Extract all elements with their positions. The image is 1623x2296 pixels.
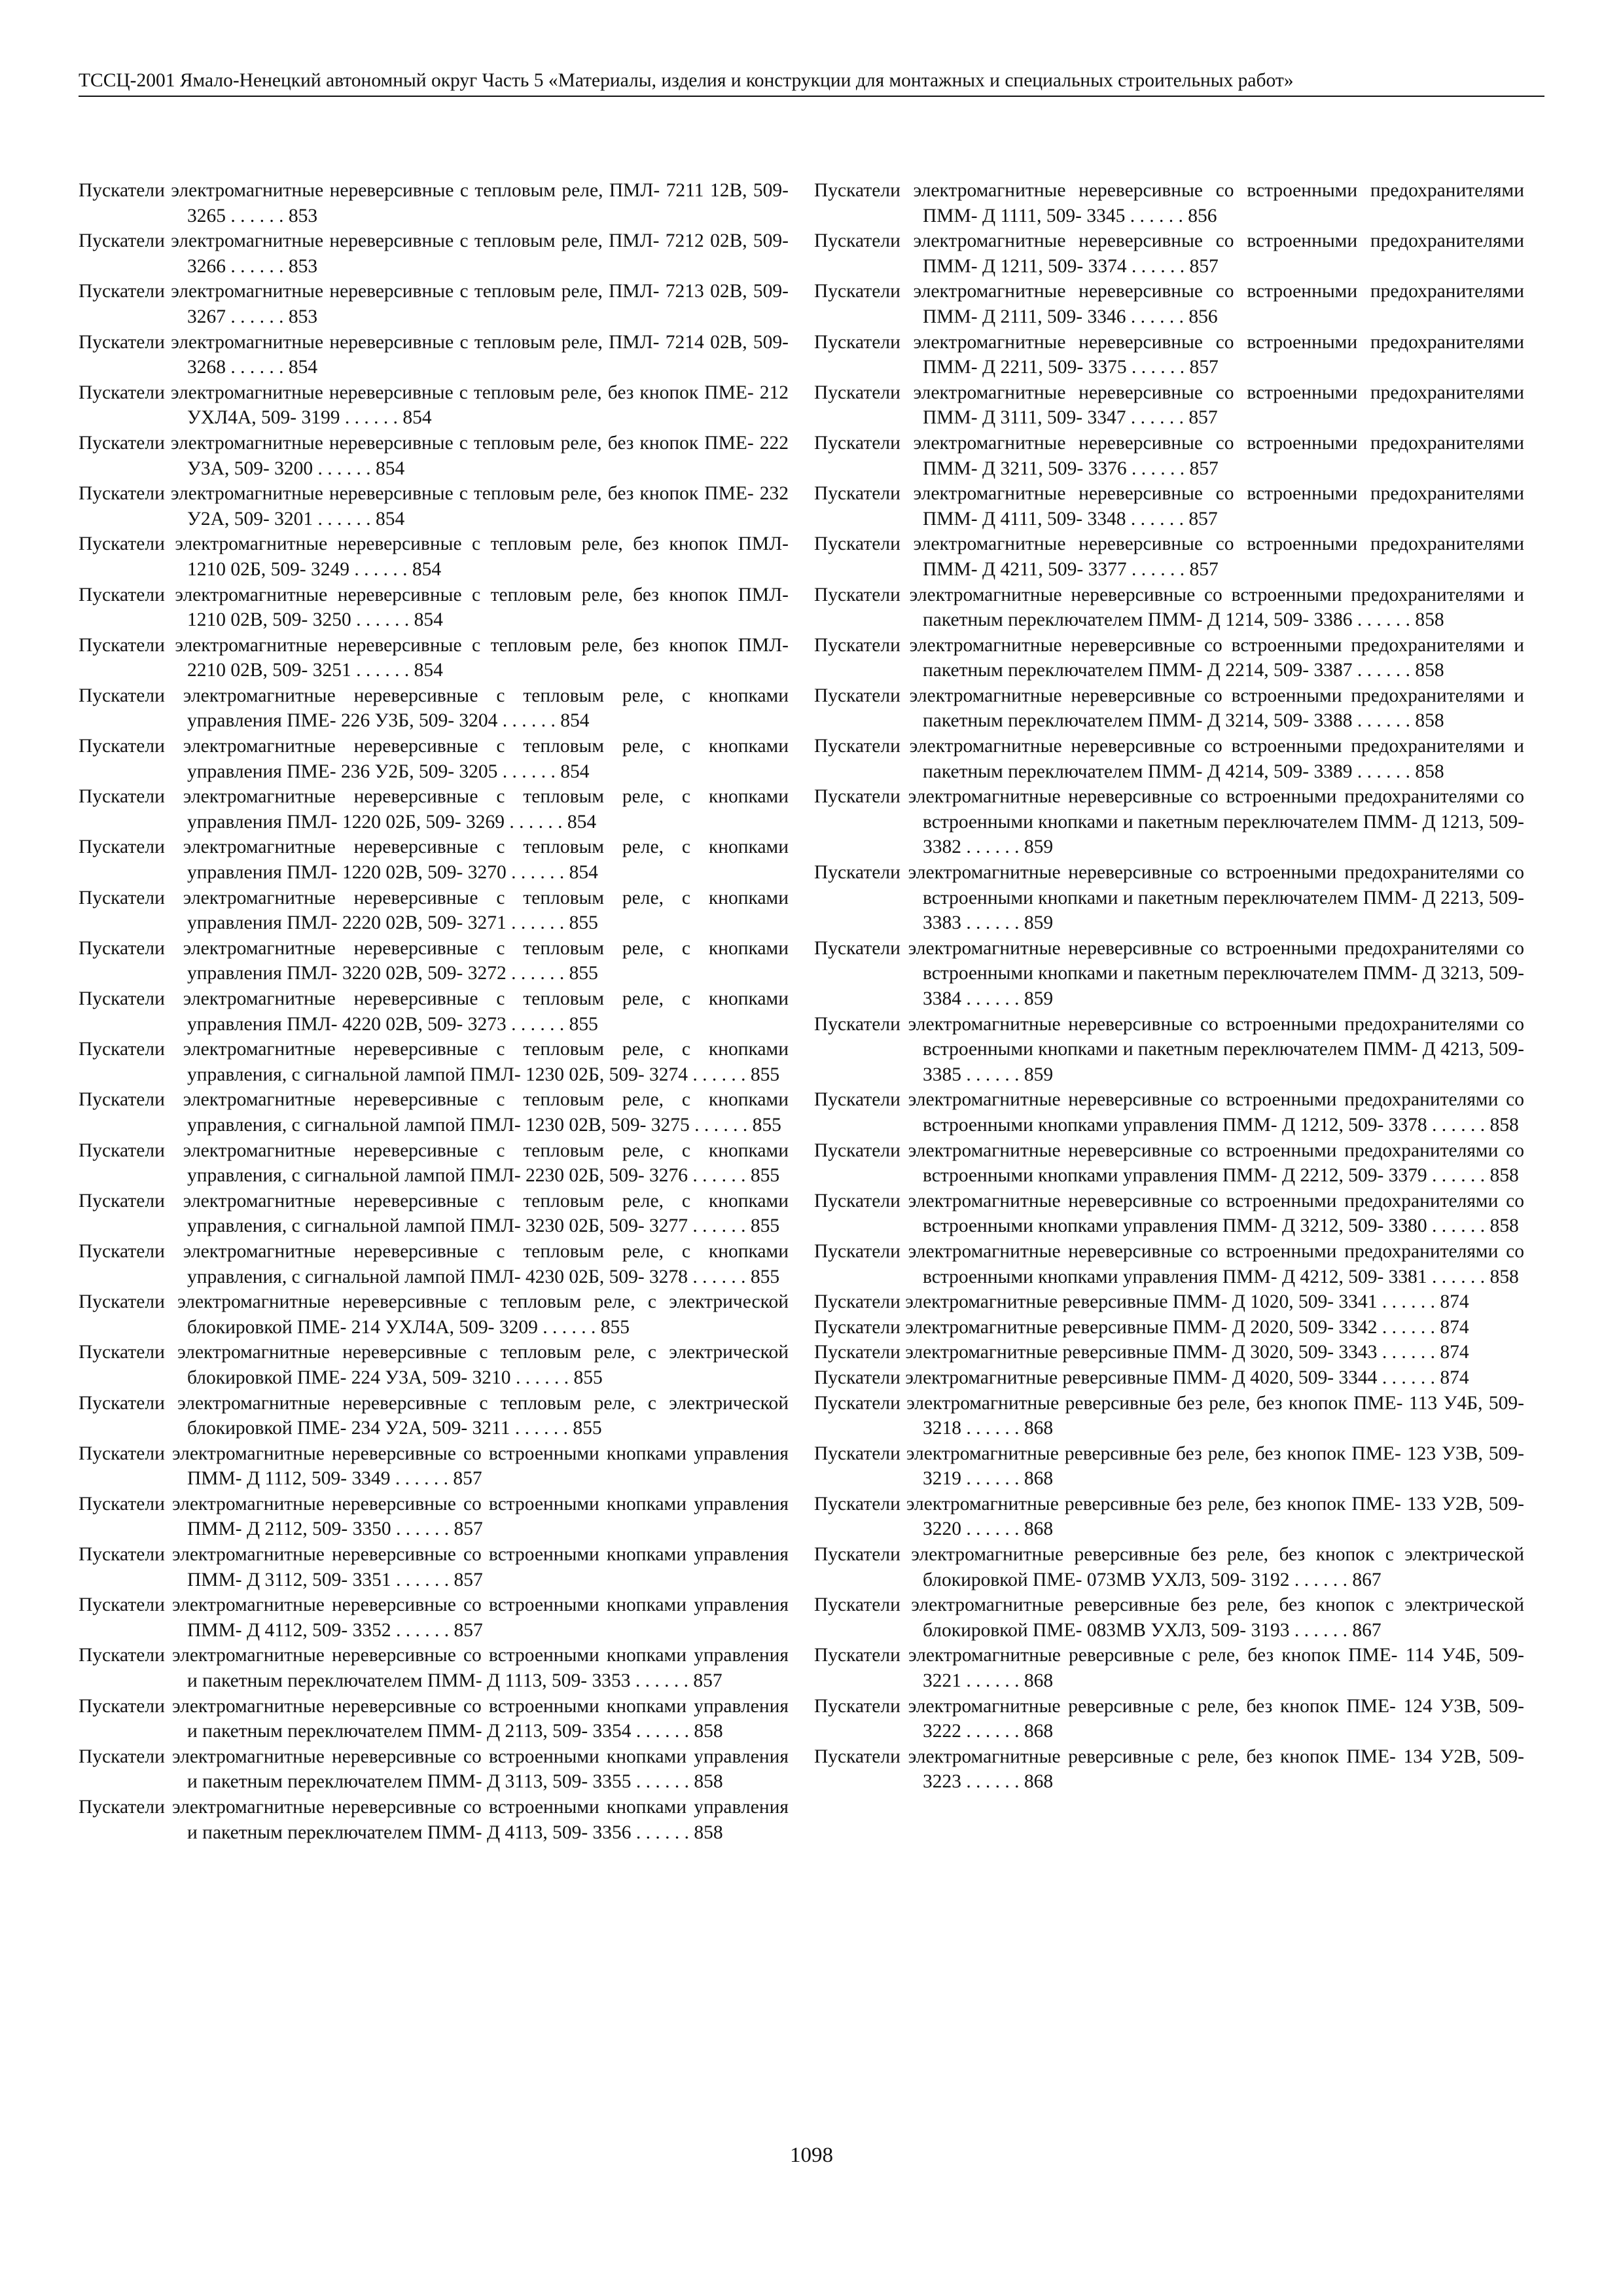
index-entry-text: Пускатели электромагнитные нереверсивные с тепловым реле, ПМЛ- 7214 02В, 509- 3268: [79, 331, 789, 378]
leader-dots: . . . . . .: [630, 1670, 694, 1692]
index-entry: [79, 834, 789, 885]
index-entry: [814, 228, 1524, 279]
index-entry: [814, 1542, 1524, 1592]
index-entry-page: 868: [1024, 1468, 1054, 1490]
index-entry-text: Пускатели электромагнитные нереверсивные с тепловым реле, с кнопками управления, с сигнальной лампой ПМЛ- 1230 02В, 509- 3275: [79, 1089, 789, 1136]
index-entry-page: 855: [600, 1316, 630, 1338]
leader-dots: . . . . . .: [1126, 457, 1190, 479]
index-entry-text: Пускатели электромагнитные нереверсивные со встроенными кнопками управления и пакетным переключателем ПММ- Д 4113, 509- 3356: [79, 1797, 789, 1843]
index-entry-page: 855: [750, 1215, 780, 1237]
index-entry-page: 857: [1189, 558, 1219, 580]
index-entry: [79, 1492, 789, 1542]
index-column-left: [79, 178, 789, 1845]
index-entry-page: 874: [1440, 1367, 1469, 1388]
index-entry-page: 855: [573, 1367, 603, 1388]
index-entry: [814, 481, 1524, 531]
index-entry: [79, 481, 789, 531]
index-entry-text: Пускатели электромагнитные нереверсивные со встроенными кнопками управления и пакетным переключателем ПММ- Д 3113, 509- 3355: [79, 1746, 789, 1793]
leader-dots: . . . . . .: [1126, 558, 1190, 580]
leader-dots: . . . . . .: [506, 912, 569, 934]
index-entry: [79, 683, 789, 734]
leader-dots: . . . . . .: [961, 1418, 1024, 1439]
index-entry-page: 874: [1440, 1291, 1469, 1313]
index-entry: [79, 1037, 789, 1087]
index-entry-text: Пускатели электромагнитные нереверсивные с тепловым реле, с кнопками управления ПМЛ- 3220 02В, 509- 3272: [79, 937, 789, 984]
index-entry: [814, 1315, 1524, 1340]
index-entry-text: Пускатели электромагнитные нереверсивные с тепловым реле, с кнопками управления, с сигнальной лампой ПМЛ- 3230 02Б, 509- 3277: [79, 1190, 789, 1237]
leader-dots: . . . . . .: [961, 988, 1024, 1009]
index-entry-page: 857: [454, 1569, 483, 1590]
index-entry-text: Пускатели электромагнитные реверсивные без реле, без кнопок ПМЕ- 123 У3В, 509- 3219: [814, 1443, 1524, 1490]
index-entry-page: 857: [1189, 457, 1219, 479]
index-entry: [814, 1239, 1524, 1289]
index-entry-page: 858: [1415, 660, 1444, 681]
leader-dots: . . . . . .: [1352, 710, 1416, 732]
index-entry-text: Пускатели электромагнитные нереверсивные со встроенными предохранителями и пакетным переключателем ПММ- Д 2214, 509- 3387: [814, 634, 1524, 681]
index-entry-page: 868: [1024, 1721, 1054, 1742]
index-entry: [814, 1087, 1524, 1138]
index-entry: [79, 1795, 789, 1845]
index-entry-page: 856: [1188, 205, 1217, 226]
leader-dots: . . . . . .: [1289, 1569, 1353, 1590]
index-entry-text: Пускатели электромагнитные реверсивные с реле, без кнопок ПМЕ- 134 У2В, 509- 3223: [814, 1746, 1524, 1793]
index-column-right: [814, 178, 1524, 1795]
index-entry-text: Пускатели электромагнитные нереверсивные со встроенными предохранителями ПММ- Д 2211, 509- 3375: [814, 331, 1524, 378]
leader-dots: . . . . . .: [961, 1771, 1024, 1793]
index-entry-text: Пускатели электромагнитные нереверсивные с тепловым реле, ПМЛ- 7213 02В, 509- 3267: [79, 281, 789, 327]
index-entry-text: Пускатели электромагнитные нереверсивные с тепловым реле, без кнопок ПМЛ- 1210 02В, 509- 3250: [79, 584, 789, 631]
leader-dots: . . . . . .: [961, 1721, 1024, 1742]
index-entry-page: 855: [569, 963, 598, 984]
index-entry-text: Пускатели электромагнитные нереверсивные со встроенными предохранителями со встроенными кнопками и пакетным переключателем ПММ- Д 4213, 509- 3385: [814, 1013, 1525, 1085]
index-entry-text: Пускатели электромагнитные нереверсивные с тепловым реле, с кнопками управления ПМЛ- 2220 02В, 509- 3271: [79, 887, 789, 934]
index-entry-text: Пускатели электромагнитные нереверсивные со встроенными предохранителями со встроенными кнопками управления ПММ- Д 1212, 509- 3378: [814, 1089, 1524, 1136]
index-entry-text: Пускатели электромагнитные нереверсивные со встроенными кнопками управления ПММ- Д 2112, 509- 3350: [79, 1493, 789, 1540]
index-entry: [814, 734, 1524, 784]
leader-dots: . . . . . .: [689, 1114, 753, 1136]
index-entry-text: Пускатели электромагнитные реверсивные без реле, без кнопок ПМЕ- 113 У4Б, 509- 3218: [814, 1392, 1524, 1439]
index-entry: [79, 1441, 789, 1492]
index-entry-text: Пускатели электромагнитные нереверсивные с тепловым реле, без кнопок ПМЛ- 2210 02В, 509- 3251: [79, 634, 789, 681]
leader-dots: . . . . . .: [1377, 1316, 1440, 1338]
index-entry-text: Пускатели электромагнитные нереверсивные с тепловым реле, ПМЛ- 7211 12В, 509- 3265: [79, 180, 789, 226]
leader-dots: . . . . . .: [313, 508, 376, 529]
index-entry-page: 874: [1440, 1342, 1469, 1363]
index-entry: [79, 583, 789, 633]
leader-dots: . . . . . .: [391, 1569, 454, 1590]
index-entry: [79, 330, 789, 380]
index-entry-page: 859: [1024, 1064, 1054, 1085]
leader-dots: . . . . . .: [1377, 1291, 1440, 1313]
leader-dots: . . . . . .: [961, 1518, 1024, 1540]
leader-dots: . . . . . .: [1352, 761, 1416, 782]
index-entry-text: Пускатели электромагнитные реверсивные ПММ- Д 1020, 509- 3341: [814, 1291, 1378, 1313]
leader-dots: . . . . . .: [1427, 1266, 1490, 1287]
index-entry-text: Пускатели электромагнитные реверсивные ПММ- Д 4020, 509- 3344: [814, 1367, 1378, 1388]
index-entry: [814, 1012, 1524, 1088]
index-entry-text: Пускатели электромагнитные реверсивные ПММ- Д 2020, 509- 3342: [814, 1316, 1378, 1338]
index-entry-page: 857: [454, 1619, 483, 1641]
index-entry-page: 857: [693, 1670, 722, 1692]
index-entry-text: Пускатели электромагнитные реверсивные без реле, без кнопок с электрической блокировкой ПМЕ- 083МВ УХЛ3, 509- 3193: [814, 1594, 1524, 1641]
index-entry: [814, 1289, 1524, 1315]
index-entry-text: Пускатели электромагнитные нереверсивные со встроенными предохранителями и пакетным переключателем ПММ- Д 1214, 509- 3386: [814, 584, 1524, 631]
index-entry: [79, 1643, 789, 1693]
leader-dots: . . . . . .: [226, 255, 289, 277]
leader-dots: . . . . . .: [226, 205, 289, 226]
index-entry-page: 854: [414, 660, 443, 681]
index-entry: [814, 178, 1524, 228]
leader-dots: . . . . . .: [1427, 1165, 1490, 1187]
index-entry: [79, 633, 789, 683]
index-entry: [814, 1694, 1524, 1744]
leader-dots: . . . . . .: [1352, 660, 1416, 681]
index-entry-text: Пускатели электромагнитные нереверсивные с тепловым реле, без кнопок ПМЕ- 232 У2А, 509- 3201: [79, 483, 789, 529]
index-entry-page: 854: [567, 811, 597, 833]
index-entry-page: 855: [750, 1064, 780, 1085]
index-entry: [79, 228, 789, 279]
leader-dots: . . . . . .: [1289, 1619, 1353, 1641]
index-entry: [814, 583, 1524, 633]
index-entry: [814, 1138, 1524, 1189]
index-entry: [79, 1239, 789, 1289]
index-entry-page: 854: [569, 862, 598, 884]
leader-dots: . . . . . .: [961, 1064, 1024, 1085]
index-entry: [814, 380, 1524, 431]
leader-dots: . . . . . .: [510, 1367, 574, 1388]
index-entry-text: Пускатели электромагнитные нереверсивные со встроенными предохранителями и пакетным переключателем ПММ- Д 3214, 509- 3388: [814, 685, 1524, 732]
index-entry: [814, 531, 1524, 582]
leader-dots: . . . . . .: [688, 1266, 751, 1287]
index-entry-text: Пускатели электромагнитные нереверсивные со встроенными предохранителями со встроенными кнопками управления ПММ- Д 4212, 509- 3381: [814, 1240, 1524, 1287]
leader-dots: . . . . . .: [391, 1619, 454, 1641]
index-entry: [79, 936, 789, 986]
index-entry-text: Пускатели электромагнитные нереверсивные со встроенными предохранителями ПММ- Д 1211, 509- 3374: [814, 230, 1524, 277]
index-entry: [79, 380, 789, 431]
page-header: [79, 68, 1544, 97]
index-entry-page: 855: [750, 1266, 780, 1287]
leader-dots: . . . . . .: [631, 1821, 694, 1843]
index-entry-text: Пускатели электромагнитные нереверсивные с тепловым реле, без кнопок ПМЛ- 1210 02Б, 509- 3249: [79, 533, 789, 580]
index-entry-text: Пускатели электромагнитные нереверсивные со встроенными предохранителями ПММ- Д 1111, 509- 3345: [814, 180, 1524, 226]
leader-dots: . . . . . .: [961, 1468, 1024, 1490]
index-entry-text: Пускатели электромагнитные нереверсивные со встроенными предохранителями со встроенными кнопками и пакетным переключателем ПММ- Д 3213, 509- 3384: [814, 937, 1525, 1009]
leader-dots: . . . . . .: [688, 1064, 751, 1085]
index-entry: [79, 1289, 789, 1340]
index-entry: [79, 1138, 789, 1189]
index-entry-text: Пускатели электромагнитные нереверсивные с тепловым реле, с кнопками управления ПМЛ- 4220 02В, 509- 3273: [79, 988, 789, 1035]
leader-dots: . . . . . .: [497, 761, 561, 782]
index-entry-text: Пускатели электромагнитные реверсивные без реле, без кнопок ПМЕ- 133 У2В, 509- 3220: [814, 1493, 1524, 1540]
index-entry-text: Пускатели электромагнитные нереверсивные со встроенными предохранителями ПММ- Д 3111, 509- 3347: [814, 382, 1524, 429]
index-entry-page: 858: [1415, 609, 1444, 631]
index-entry: [814, 330, 1524, 380]
index-entry: [79, 1542, 789, 1592]
index-entry-page: 867: [1352, 1619, 1382, 1641]
leader-dots: . . . . . .: [1377, 1367, 1440, 1388]
index-entry-page: 868: [1024, 1518, 1054, 1540]
index-entry: [79, 1189, 789, 1239]
index-entry-page: 859: [1024, 988, 1054, 1009]
index-entry-text: Пускатели электромагнитные реверсивные с реле, без кнопок ПМЕ- 124 У3В, 509- 3222: [814, 1695, 1524, 1742]
leader-dots: . . . . . .: [961, 836, 1024, 858]
leader-dots: . . . . . .: [1126, 306, 1189, 327]
page-number: 1098: [790, 2144, 833, 2167]
leader-dots: . . . . . .: [961, 1670, 1024, 1692]
index-entry-page: 854: [412, 558, 442, 580]
leader-dots: . . . . . .: [631, 1771, 694, 1793]
index-entry-text: Пускатели электромагнитные нереверсивные со встроенными предохранителями ПММ- Д 4211, 509- 3377: [814, 533, 1524, 580]
leader-dots: . . . . . .: [497, 710, 561, 732]
index-entry-text: Пускатели электромагнитные нереверсивные со встроенными кнопками управления ПММ- Д 4112, 509- 3352: [79, 1594, 789, 1641]
index-entry: [79, 1694, 789, 1744]
leader-dots: . . . . . .: [1126, 255, 1190, 277]
index-entry-text: Пускатели электромагнитные нереверсивные с тепловым реле, с кнопками управления, с сигнальной лампой ПМЛ- 2230 02Б, 509- 3276: [79, 1139, 789, 1187]
index-entry-page: 854: [560, 761, 590, 782]
index-entry: [79, 1592, 789, 1643]
index-entry: [814, 1492, 1524, 1542]
index-entry: [814, 1643, 1524, 1693]
index-entry: [79, 1340, 789, 1390]
index-entry-page: 859: [1024, 836, 1054, 858]
index-entry-page: 853: [288, 205, 318, 226]
leader-dots: . . . . . .: [1427, 1114, 1490, 1136]
index-entry-page: 857: [1188, 407, 1218, 429]
index-entry-page: 857: [1189, 255, 1219, 277]
index-entry-text: Пускатели электромагнитные реверсивные без реле, без кнопок с электрической блокировкой ПМЕ- 073МВ УХЛ3, 509- 3192: [814, 1544, 1524, 1590]
index-entry: [814, 860, 1524, 936]
index-entry: [79, 1087, 789, 1138]
leader-dots: . . . . . .: [1352, 609, 1416, 631]
index-entry-page: 868: [1024, 1418, 1054, 1439]
index-entry: [79, 279, 789, 329]
index-entry-page: 858: [1489, 1215, 1519, 1237]
index-entry-page: 855: [750, 1165, 780, 1187]
leader-dots: . . . . . .: [313, 457, 376, 479]
leader-dots: . . . . . .: [1126, 508, 1189, 529]
index-entry-text: Пускатели электромагнитные реверсивные ПММ- Д 3020, 509- 3343: [814, 1342, 1378, 1363]
index-entry-page: 855: [752, 1114, 781, 1136]
index-entry-page: 857: [453, 1468, 482, 1490]
index-entry: [814, 1744, 1524, 1795]
index-entry-text: Пускатели электромагнитные нереверсивные с тепловым реле, с электрической блокировкой ПМЕ- 224 У3А, 509- 3210: [79, 1342, 789, 1388]
index-entry-page: 859: [1024, 912, 1054, 934]
index-entry-page: 855: [569, 912, 598, 934]
index-entry: [814, 431, 1524, 481]
index-entry: [79, 1391, 789, 1441]
leader-dots: . . . . . .: [226, 357, 289, 378]
index-entry-page: 858: [694, 1821, 723, 1843]
index-entry: [814, 784, 1524, 860]
index-entry-page: 858: [1415, 710, 1444, 732]
leader-dots: . . . . . .: [1427, 1215, 1490, 1237]
index-entry-text: Пускатели электромагнитные нереверсивные со встроенными кнопками управления и пакетным переключателем ПММ- Д 2113, 509- 3354: [79, 1695, 789, 1742]
index-entry-text: Пускатели электромагнитные нереверсивные с тепловым реле, с кнопками управления ПМЛ- 1220 02В, 509- 3270: [79, 836, 789, 884]
index-entry: [814, 1391, 1524, 1441]
index-entry-page: 867: [1352, 1569, 1382, 1590]
index-entry-page: 854: [376, 457, 405, 479]
leader-dots: . . . . . .: [349, 558, 412, 580]
index-entry-text: Пускатели электромагнитные нереверсивные со встроенными предохранителями со встроенными кнопками управления ПММ- Д 3212, 509- 3380: [814, 1190, 1524, 1237]
index-entry-page: 857: [1188, 508, 1218, 529]
leader-dots: . . . . . .: [1126, 357, 1190, 378]
index-entry: [79, 986, 789, 1037]
leader-dots: . . . . . .: [351, 660, 414, 681]
index-entry: [79, 784, 789, 834]
leader-dots: . . . . . .: [351, 609, 414, 631]
leader-dots: . . . . . .: [505, 811, 567, 833]
index-entry-page: 856: [1188, 306, 1218, 327]
index-entry-text: Пускатели электромагнитные нереверсивные со встроенными предохранителями со встроенными кнопками и пакетным переключателем ПММ- Д 2213, 509- 3383: [814, 862, 1525, 934]
index-entry-page: 853: [288, 306, 318, 327]
leader-dots: . . . . . .: [391, 1518, 454, 1540]
leader-dots: . . . . . .: [390, 1468, 454, 1490]
leader-dots: . . . . . .: [510, 1418, 573, 1439]
index-entry-text: Пускатели электромагнитные нереверсивные со встроенными кнопками управления ПММ- Д 3112, 509- 3351: [79, 1544, 789, 1590]
index-entry: [79, 531, 789, 582]
leader-dots: . . . . . .: [688, 1215, 751, 1237]
leader-dots: . . . . . .: [961, 912, 1024, 934]
index-entry-text: Пускатели электромагнитные нереверсивные со встроенными предохранителями ПММ- Д 4111, 509- 3348: [814, 483, 1524, 529]
leader-dots: . . . . . .: [537, 1316, 601, 1338]
index-entry-text: Пускатели электромагнитные нереверсивные с тепловым реле, с электрической блокировкой ПМЕ- 234 У2А, 509- 3211: [79, 1392, 789, 1439]
index-entry-page: 854: [402, 407, 432, 429]
index-entry-page: 854: [414, 609, 443, 631]
index-entry-page: 854: [288, 357, 318, 378]
leader-dots: . . . . . .: [226, 306, 289, 327]
index-entry-page: 857: [1189, 357, 1219, 378]
index-entry-page: 868: [1024, 1670, 1054, 1692]
leader-dots: . . . . . .: [688, 1165, 751, 1187]
leader-dots: . . . . . .: [340, 407, 403, 429]
index-entry: [79, 178, 789, 228]
index-entry: [814, 1592, 1524, 1643]
index-entry-page: 858: [1489, 1266, 1519, 1287]
index-entry-page: 854: [376, 508, 405, 529]
index-entry: [814, 1189, 1524, 1239]
index-entry-text: Пускатели электромагнитные нереверсивные со встроенными предохранителями со встроенными кнопками и пакетным переключателем ПММ- Д 1213, 509- 3382: [814, 786, 1525, 858]
index-entry-text: Пускатели электромагнитные нереверсивные с тепловым реле, с электрической блокировкой ПМЕ- 214 УХЛ4А, 509- 3209: [79, 1291, 789, 1338]
index-entry-page: 854: [560, 710, 590, 732]
index-entry: [79, 734, 789, 784]
index-entry-text: Пускатели электромагнитные нереверсивные с тепловым реле, с кнопками управления ПМЕ- 236 У2Б, 509- 3205: [79, 736, 789, 782]
index-entry-text: Пускатели электромагнитные нереверсивные со встроенными кнопками управления и пакетным переключателем ПММ- Д 1113, 509- 3353: [79, 1645, 789, 1692]
index-entry-page: 858: [1415, 761, 1444, 782]
index-entry: [814, 683, 1524, 734]
index-entry-page: 853: [288, 255, 318, 277]
index-entry-page: 868: [1024, 1771, 1054, 1793]
index-entry-text: Пускатели электромагнитные нереверсивные со встроенными предохранителями со встроенными кнопками управления ПММ- Д 2212, 509- 3379: [814, 1139, 1524, 1187]
index-entry-text: Пускатели электромагнитные нереверсивные со встроенными предохранителями ПММ- Д 3211, 509- 3376: [814, 432, 1524, 479]
leader-dots: . . . . . .: [506, 963, 569, 984]
leader-dots: . . . . . .: [506, 862, 569, 884]
index-entry-page: 855: [573, 1418, 602, 1439]
index-entry-text: Пускатели электромагнитные нереверсивные с тепловым реле, без кнопок ПМЕ- 212 УХЛ4А, 509- 3199: [79, 382, 789, 429]
index-entry: [79, 431, 789, 481]
index-entry-page: 858: [694, 1771, 723, 1793]
index-entry-text: Пускатели электромагнитные нереверсивные с тепловым реле, с кнопками управления ПМЛ- 1220 02Б, 509- 3269: [79, 786, 789, 833]
index-entry: [814, 633, 1524, 683]
index-entry-text: Пускатели электромагнитные реверсивные с реле, без кнопок ПМЕ- 114 У4Б, 509- 3221: [814, 1645, 1524, 1692]
index-entry-text: Пускатели электромагнитные нереверсивные с тепловым реле, ПМЛ- 7212 02В, 509- 3266: [79, 230, 789, 277]
index-entry-text: Пускатели электромагнитные нереверсивные с тепловым реле, без кнопок ПМЕ- 222 У3А, 509- 3200: [79, 432, 789, 479]
index-entry: [814, 279, 1524, 329]
leader-dots: . . . . . .: [1126, 407, 1189, 429]
leader-dots: . . . . . .: [631, 1721, 694, 1742]
index-entry: [79, 886, 789, 936]
index-entry: [814, 1365, 1524, 1391]
index-entry-page: 858: [1489, 1165, 1519, 1187]
index-entry-page: 855: [569, 1013, 598, 1035]
index-entry-text: Пускатели электромагнитные нереверсивные с тепловым реле, с кнопками управления ПМЕ- 226 У3Б, 509- 3204: [79, 685, 789, 732]
leader-dots: . . . . . .: [1377, 1342, 1440, 1363]
leader-dots: . . . . . .: [1125, 205, 1188, 226]
index-entry-text: Пускатели электромагнитные нереверсивные с тепловым реле, с кнопками управления, с сигнальной лампой ПМЛ- 1230 02Б, 509- 3274: [79, 1039, 789, 1085]
index-entry-text: Пускатели электромагнитные нереверсивные со встроенными предохранителями и пакетным переключателем ПММ- Д 4214, 509- 3389: [814, 736, 1524, 782]
leader-dots: . . . . . .: [506, 1013, 569, 1035]
index-entry: [814, 1340, 1524, 1365]
index-entry: [79, 1744, 789, 1795]
index-entry-text: Пускатели электромагнитные нереверсивные с тепловым реле, с кнопками управления, с сигнальной лампой ПМЛ- 4230 02Б, 509- 3278: [79, 1240, 789, 1287]
index-entry-page: 858: [694, 1721, 723, 1742]
index-entry-page: 857: [454, 1518, 483, 1540]
index-entry: [814, 936, 1524, 1012]
header-title: ТССЦ-2001 Ямало-Ненецкий автономный округ Часть 5 «Материалы, изделия и конструкции для монтажных и специальных строительных работ»: [79, 70, 1294, 91]
index-entry-page: 858: [1489, 1114, 1519, 1136]
index-entry-page: 874: [1440, 1316, 1469, 1338]
index-entry-text: Пускатели электромагнитные нереверсивные со встроенными предохранителями ПММ- Д 2111, 509- 3346: [814, 281, 1524, 327]
index-entry-text: Пускатели электромагнитные нереверсивные со встроенными кнопками управления ПММ- Д 1112, 509- 3349: [79, 1443, 789, 1490]
index-entry: [814, 1441, 1524, 1492]
